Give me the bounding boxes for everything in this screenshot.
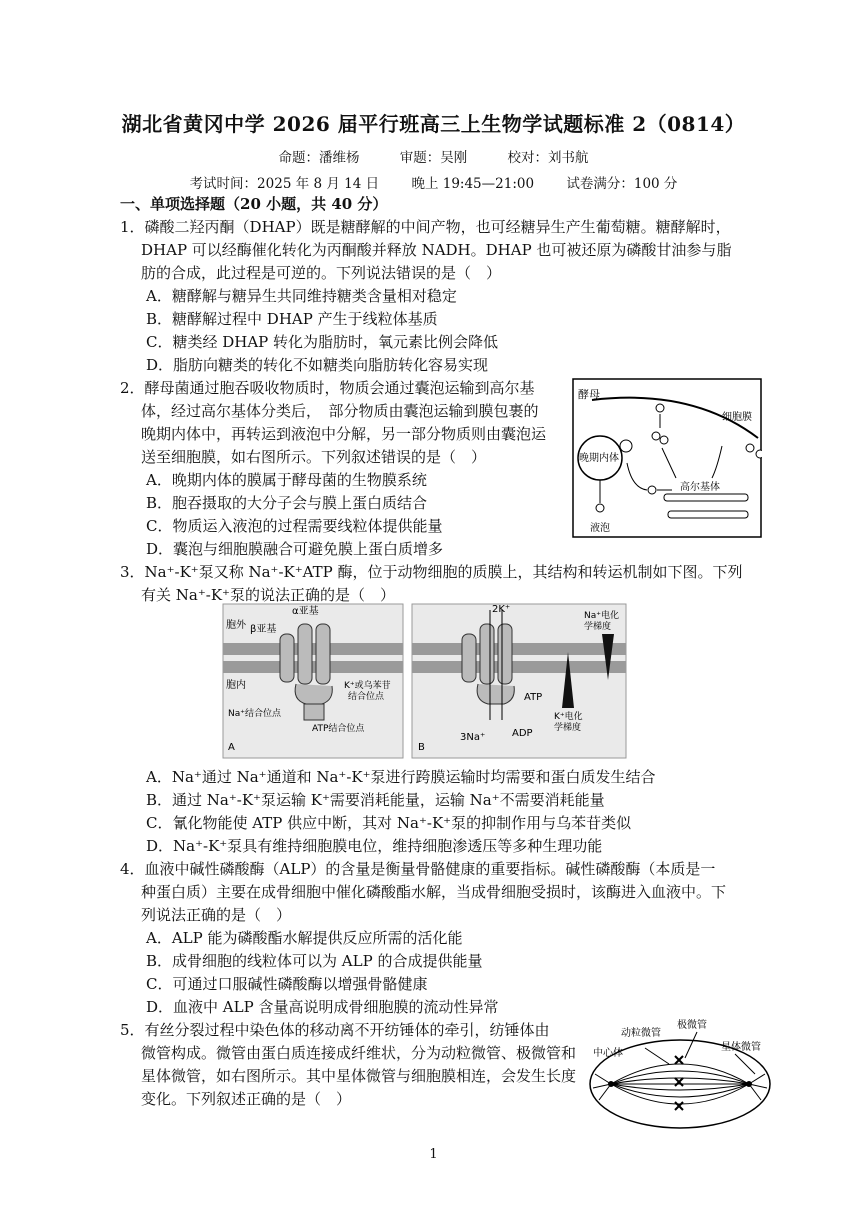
label-golgi: 高尔基体 xyxy=(680,482,720,493)
q3-option-a: A．Na⁺通过 Na⁺通道和 Na⁺-K⁺泵进行跨膜运输时均需要和蛋白质发生结合 xyxy=(146,768,656,786)
label-atp-site: ATP结合位点 xyxy=(312,724,365,734)
q2-option-b: B．胞吞摄取的大分子会与膜上蛋白质结合 xyxy=(146,494,428,512)
q3-option-b: B．通过 Na⁺-K⁺泵运输 K⁺需要消耗能量，运输 Na⁺不需要消耗能量 xyxy=(146,791,605,809)
page-number: 1 xyxy=(429,1147,438,1162)
q1-option-c: C．糖类经 DHAP 转化为脂肪时，氧元素比例会降低 xyxy=(146,333,499,351)
label-inside: 胞内 xyxy=(226,680,246,691)
label-late-endosome: 晚期内体 xyxy=(579,453,619,464)
beta-subunit xyxy=(280,634,294,682)
alpha-subunit xyxy=(316,624,330,684)
label-na-grad1: Na⁺电化 xyxy=(584,611,619,621)
label-kinetochore-mt: 动粒微管 xyxy=(621,1028,661,1039)
label-alpha: α亚基 xyxy=(292,606,319,617)
label-k-grad2: 学梯度 xyxy=(554,723,582,733)
q3-option-c: C．氰化物能使 ATP 供应中断，其对 Na⁺-K⁺泵的抑制作用与乌苯苷类似 xyxy=(146,814,632,832)
label-atp: ATP xyxy=(524,692,543,703)
label-k-grad1: K⁺电化 xyxy=(554,712,583,722)
q1-line: DHAP 可以经酶催化转化为丙酮酸并释放 NADH。DHAP 也可被还原为磷酸甘油参与脂 xyxy=(141,241,732,259)
label-centrosome: 中心体 xyxy=(593,1048,623,1059)
q4-line: 列说法正确的是（ ） xyxy=(141,906,292,924)
page-title: 湖北省黄冈中学 2026 届平行班高三上生物学试题标准 2（0814） xyxy=(121,112,746,136)
exam-info xyxy=(0,172,867,192)
q5-line: 5．有丝分裂过程中染色体的移动离不开纺锤体的牵引，纺锤体由 xyxy=(120,1021,550,1039)
q1-option-d: D．脂肪向糖类的转化不如糖类向脂肪转化容易实现 xyxy=(146,356,489,374)
q2-option-c: C．物质运入液泡的过程需要线粒体提供能量 xyxy=(146,517,443,535)
label-3na: 3Na⁺ xyxy=(460,732,486,743)
q5-line: 变化。下列叙述正确的是（ ） xyxy=(141,1090,352,1108)
proofreader: 校对：刘书航 xyxy=(507,150,589,166)
label-vacuole: 液泡 xyxy=(590,523,610,534)
label-k-site: K⁺或乌苯苷 xyxy=(344,681,391,691)
q4-option-c: C．可通过口服碱性磷酸酶以增强骨骼健康 xyxy=(146,975,428,993)
q5-line: 微管构成。微管由蛋白质连接成纤维状，分为动粒微管、极微管和 xyxy=(141,1044,577,1062)
exam-staff xyxy=(0,146,867,166)
q3-option-d: D．Na⁺-K⁺泵具有维持细胞膜电位，维持细胞渗透压等多种生理功能 xyxy=(146,837,603,855)
q5-line: 星体微管，如右图所示。其中星体微管与细胞膜相连，会发生长度 xyxy=(141,1067,577,1085)
label-beta: β亚基 xyxy=(250,624,277,635)
label-na-site: Na⁺结合位点 xyxy=(228,709,281,719)
label-polar-mt: 极微管 xyxy=(677,1020,707,1031)
label-na-grad2: 学梯度 xyxy=(584,622,612,632)
q4-option-d: D．血液中 ALP 含量高说明成骨细胞膜的流动性异常 xyxy=(146,998,499,1016)
q2-option-a: A．晚期内体的膜属于酵母菌的生物膜系统 xyxy=(146,471,427,489)
q2-line: 晚期内体中，再转运到液泡中分解，另一部分物质则由囊泡运 xyxy=(141,425,547,443)
q2-line: 2．酵母菌通过胞吞吸收物质时，物质会通过囊泡运输到高尔基 xyxy=(120,379,535,397)
q2-line: 送至细胞膜，如右图所示。下列叙述错误的是（ ） xyxy=(141,448,487,466)
q1-line: 肪的合成，此过程是可逆的。下列说法错误的是（ ） xyxy=(141,264,502,282)
label-k-site2: 结合位点 xyxy=(348,692,385,702)
q4-line: 4．血液中碱性磷酸酶（ALP）的含量是衡量骨骼健康的重要指标。碱性磷酸酶（本质是一 xyxy=(120,860,716,878)
reviewer: 审题：吴刚 xyxy=(399,150,468,166)
q1-option-b: B．糖酵解过程中 DHAP 产生于线粒体基质 xyxy=(146,310,438,328)
exam-session: 晚上 19:45—21:00 xyxy=(411,176,535,192)
label-adp: ADP xyxy=(512,728,533,739)
spindle-figure xyxy=(585,1018,775,1130)
q1-option-a: A．糖酵解与糖异生共同维持糖类含量相对稳定 xyxy=(146,287,457,305)
yeast-vesicle-figure xyxy=(572,378,762,538)
q2-line: 体，经过高尔基体分类后， 部分物质由囊泡运输到膜包裹的 xyxy=(141,402,539,420)
label-membrane: 细胞膜 xyxy=(722,412,752,423)
na-k-pump-figure xyxy=(222,600,630,760)
label-panel-b: B xyxy=(418,742,425,753)
proposer: 命题：潘维杨 xyxy=(278,150,360,166)
full-score: 试卷满分：100 分 xyxy=(566,176,678,192)
exam-time: 考试时间：2025 年 8 月 14 日 xyxy=(189,176,380,192)
q2-option-d: D．囊泡与细胞膜融合可避免膜上蛋白质增多 xyxy=(146,540,444,558)
section-title: 一、单项选择题（20 小题，共 40 分） xyxy=(120,195,388,213)
q3-line: 3．Na⁺-K⁺泵又称 Na⁺-K⁺ATP 酶，位于动物细胞的质膜上，其结构和转运机制如下图。下列 xyxy=(120,563,743,581)
label-outside: 胞外 xyxy=(226,620,246,631)
label-yeast: 酵母 xyxy=(578,388,600,401)
q4-option-b: B．成骨细胞的线粒体可以为 ALP 的合成提供能量 xyxy=(146,952,483,970)
q4-option-a: A．ALP 能为磷酸酯水解提供反应所需的活化能 xyxy=(146,929,463,947)
label-2k: 2K⁺ xyxy=(492,604,511,615)
q1-line: 1．磷酸二羟丙酮（DHAP）既是糖酵解的中间产物，也可经糖异生产生葡萄糖。糖酵解时， xyxy=(120,218,731,236)
label-astral-mt: 星体微管 xyxy=(721,1042,761,1053)
q4-line: 种蛋白质）主要在成骨细胞中催化磷酸酯水解，当成骨细胞受损时，该酶进入血液中。下 xyxy=(141,883,727,901)
label-panel-a: A xyxy=(228,742,235,753)
q3-line: 有关 Na⁺-K⁺泵的说法正确的是（ ） xyxy=(141,586,395,604)
